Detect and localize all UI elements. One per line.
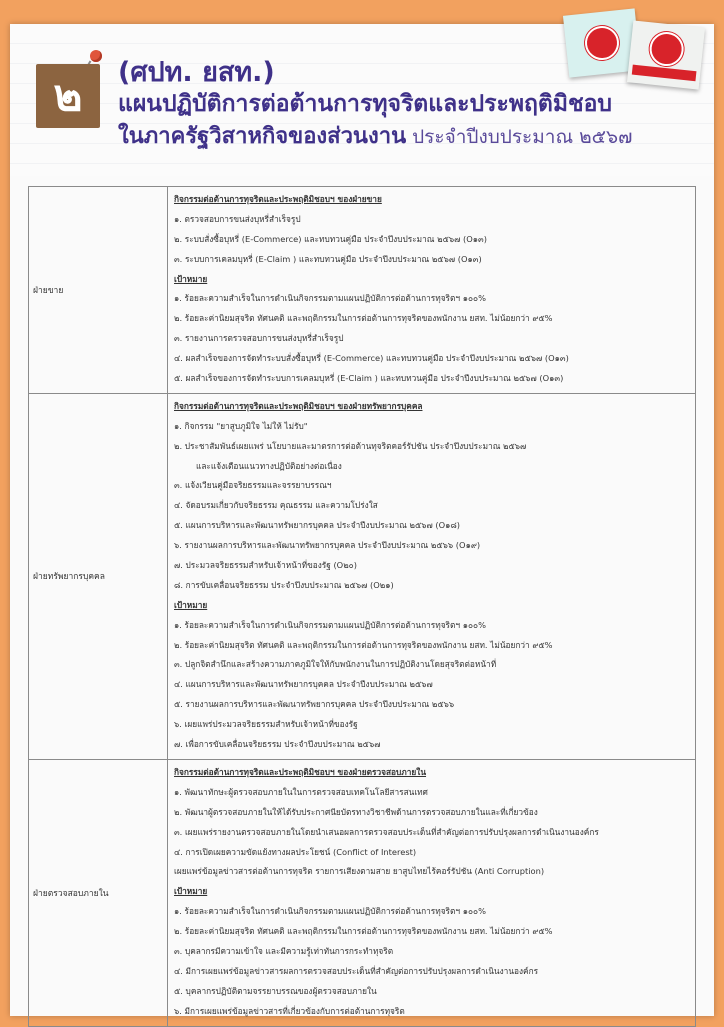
activity-item: ๑. พัฒนาทักษะผู้ตรวจสอบภายในในการตรวจสอบเทคโนโลยีสารสนเทศ (174, 786, 428, 797)
goal-heading: เป้าหมาย (174, 886, 208, 897)
table-row (29, 187, 696, 394)
title-scope (118, 118, 632, 153)
goal-item: ๔. แผนการบริหารและพัฒนาทรัพยากรบุคคล ประจำปีงบประมาณ ๒๕๖๗ (174, 679, 433, 690)
title-fiscal-year: ประจำปีงบประมาณ ๒๕๖๗ (412, 126, 633, 148)
tobacco-authority-logo-icon (583, 24, 620, 61)
goal-item: ๕. รายงานผลการบริหารและพัฒนาทรัพยากรบุคคล ประจำปีงบประมาณ ๒๕๖๖ (174, 699, 455, 710)
goal-item: ๓. รายงานการตรวจสอบการขนส่งบุหรี่สำเร็จรูป (174, 333, 344, 344)
goal-item: ๓. บุคลากรมีความเข้าใจ และมีความรู้เท่าทันการกระทำทุจริต (174, 945, 394, 956)
goal-item: ๑. ร้อยละความสำเร็จในการดำเนินกิจกรรมตามแผนปฏิบัติการต่อต้านการทุจริตฯ ๑๐๐% (174, 906, 486, 917)
goal-item: ๕. ผลสำเร็จของการจัดทำระบบการเคลมบุหรี่ (E-Claim ) และทบทวนคู่มือ ประจำปีงบประมาณ ๒๕๖๗ (O๑๓) (174, 373, 564, 384)
content-cell (168, 393, 696, 759)
goal-item: ๑. ร้อยละความสำเร็จในการดำเนินกิจกรรมตามแผนปฏิบัติการต่อต้านการทุจริตฯ ๑๐๐% (174, 293, 486, 304)
activity-item: ๑. ตรวจสอบการขนส่งบุหรี่สำเร็จรูป (174, 213, 301, 224)
title-scope-text: ในภาครัฐวิสาหกิจของส่วนงาน (118, 124, 407, 149)
activity-heading: กิจกรรมต่อต้านการทุจริตและประพฤติมิชอบฯ ของฝ่ายทรัพยากรบุคคล (174, 400, 423, 411)
goal-item: ๖. เผยแพร่ประมวลจริยธรรมสำหรับเจ้าหน้าที่ของรัฐ (174, 719, 358, 730)
activity-item: ๕. แผนการบริหารและพัฒนาทรัพยากรบุคคล ประจำปีงบประมาณ ๒๕๖๗ (O๑๘) (174, 520, 461, 531)
content-cell (168, 759, 696, 1026)
goal-heading: เป้าหมาย (174, 599, 208, 610)
goal-item: ๕. บุคลากรปฏิบัติตามจรรยาบรรณของผู้ตรวจสอบภายใน (174, 985, 377, 996)
activity-heading: กิจกรรมต่อต้านการทุจริตและประพฤติมิชอบฯ ของฝ่ายตรวจสอบภายใน (174, 766, 427, 777)
activity-item: ๒. พัฒนาผู้ตรวจสอบภายในให้ได้รับประกาศนียบัตรทางวิชาชีพด้านการตรวจสอบภายในและที่เกี่ยวข้อง (174, 806, 538, 817)
activity-item: ๓. แจ้งเวียนคู่มือจริยธรรมและจรรยาบรรณฯ (174, 480, 332, 491)
content-cell (168, 187, 696, 394)
goal-item: ๔. ผลสำเร็จของการจัดทำระบบสั่งซื้อบุหรี่ (E-Commerce) และทบทวนคู่มือ ประจำปีงบประมาณ ๒๕๖๗ (O๑๓) (174, 353, 569, 364)
section-number: ๒ (36, 64, 100, 128)
goal-item: ๔. มีการเผยแพร่ข้อมูลข่าวสารผลการตรวจสอบประเด็นที่สำคัญต่อการปรับปรุงผลการดำเนินงานองค์กร (174, 965, 539, 976)
title-plan: แผนปฏิบัติการต่อต้านการทุจริตและประพฤติมิชอบ (118, 91, 613, 117)
goal-item: ๒. ร้อยละค่านิยมสุจริต ทัศนคติ และพฤติกรรมในการต่อต้านการทุจริตของพนักงาน ยสท. ไม่น้อยกว่า ๙๕% (174, 926, 553, 937)
activity-item: ๘. การขับเคลื่อนจริยธรรม ประจำปีงบประมาณ ๒๕๖๗ (O๒๑) (174, 579, 394, 590)
activity-item: และแจ้งเตือนแนวทางปฏิบัติอย่างต่อเนื่อง (196, 460, 342, 471)
goal-item: ๓. ปลูกจิตสำนึกและสร้างความภาคภูมิใจให้กับพนักงานในการปฏิบัติงานโดยสุจริตต่อหน้าที่ (174, 659, 497, 670)
activity-heading: กิจกรรมต่อต้านการทุจริตและประพฤติมิชอบฯ ของฝ่ายขาย (174, 194, 382, 204)
activity-item: ๓. เผยแพร่รายงานตรวจสอบภายในโดยนำเสนอผลการตรวจสอบประเด็นที่สำคัญต่อการปรับปรุงผลการดำเนินงานองค์กร (174, 826, 599, 837)
title-agency: (ศปท. ยสท.) (118, 57, 275, 88)
plan-table (28, 186, 696, 1027)
anti-corruption-logo-icon (648, 30, 685, 67)
table-row (29, 393, 696, 759)
department-cell: ฝ่ายขาย (29, 187, 168, 394)
department-cell: ฝ่ายตรวจสอบภายใน (29, 759, 168, 1026)
activity-item: เผยแพร่ข้อมูลข่าวสารต่อต้านการทุจริต รายการเสียงตามสาย ยาสูบไทยไร้คอร์รัปชัน (Anti Corruption) (174, 866, 545, 877)
activity-item: ๔. การเปิดเผยความขัดแย้งทางผลประโยชน์ (Conflict of Interest) (174, 846, 417, 857)
goal-item: ๑. ร้อยละความสำเร็จในการดำเนินกิจกรรมตามแผนปฏิบัติการต่อต้านการทุจริตฯ ๑๐๐% (174, 619, 486, 630)
goal-item: ๖. มีการเผยแพร่ข้อมูลข่าวสารที่เกี่ยวข้องกับการต่อต้านการทุจริต (174, 1005, 405, 1016)
goal-item: ๗. เพื่อการขับเคลื่อนจริยธรรม ประจำปีงบประมาณ ๒๕๖๗ (174, 739, 381, 750)
push-pin-icon (90, 50, 102, 62)
department-cell: ฝ่ายทรัพยากรบุคคล (29, 393, 168, 759)
goal-item: ๒. ร้อยละค่านิยมสุจริต ทัศนคติ และพฤติกรรมในการต่อต้านการทุจริตของพนักงาน ยสท. ไม่น้อยกว่า ๙๕% (174, 313, 553, 324)
activity-item: ๑. กิจกรรม "ยาสูบภูมิใจ ไม่ให้ ไม่รับ" (174, 420, 308, 431)
table-row (29, 759, 696, 1026)
logo-card-anti-corruption (627, 20, 705, 89)
activity-item: ๖. รายงานผลการบริหารและพัฒนาทรัพยากรบุคคล ประจำปีงบประมาณ ๒๕๖๖ (O๑๙) (174, 540, 481, 551)
activity-item: ๓. ระบบการเคลมบุหรี่ (E-Claim ) และทบทวนคู่มือ ประจำปีงบประมาณ ๒๕๖๗ (O๑๓) (174, 253, 482, 264)
activity-item: ๔. จัดอบรมเกี่ยวกับจริยธรรม คุณธรรม และความโปร่งใส (174, 500, 378, 511)
activity-item: ๒. ระบบสั่งซื้อบุหรี่ (E-Commerce) และทบทวนคู่มือ ประจำปีงบประมาณ ๒๕๖๗ (O๑๓) (174, 233, 487, 244)
goal-heading: เป้าหมาย (174, 273, 208, 284)
goal-item: ๒. ร้อยละค่านิยมสุจริต ทัศนคติ และพฤติกรรมในการต่อต้านการทุจริตของพนักงาน ยสท. ไม่น้อยกว่า ๙๕% (174, 639, 553, 650)
logo-banner (632, 65, 697, 82)
activity-item: ๗. ประมวลจริยธรรมสำหรับเจ้าหน้าที่ของรัฐ (O๒๐) (174, 560, 357, 571)
activity-item: ๒. ประชาสัมพันธ์เผยแพร่ นโยบายและมาตรการต่อต้านทุจริตคอร์รัปชัน ประจำปีงบประมาณ ๒๕๖๗ (174, 440, 527, 451)
